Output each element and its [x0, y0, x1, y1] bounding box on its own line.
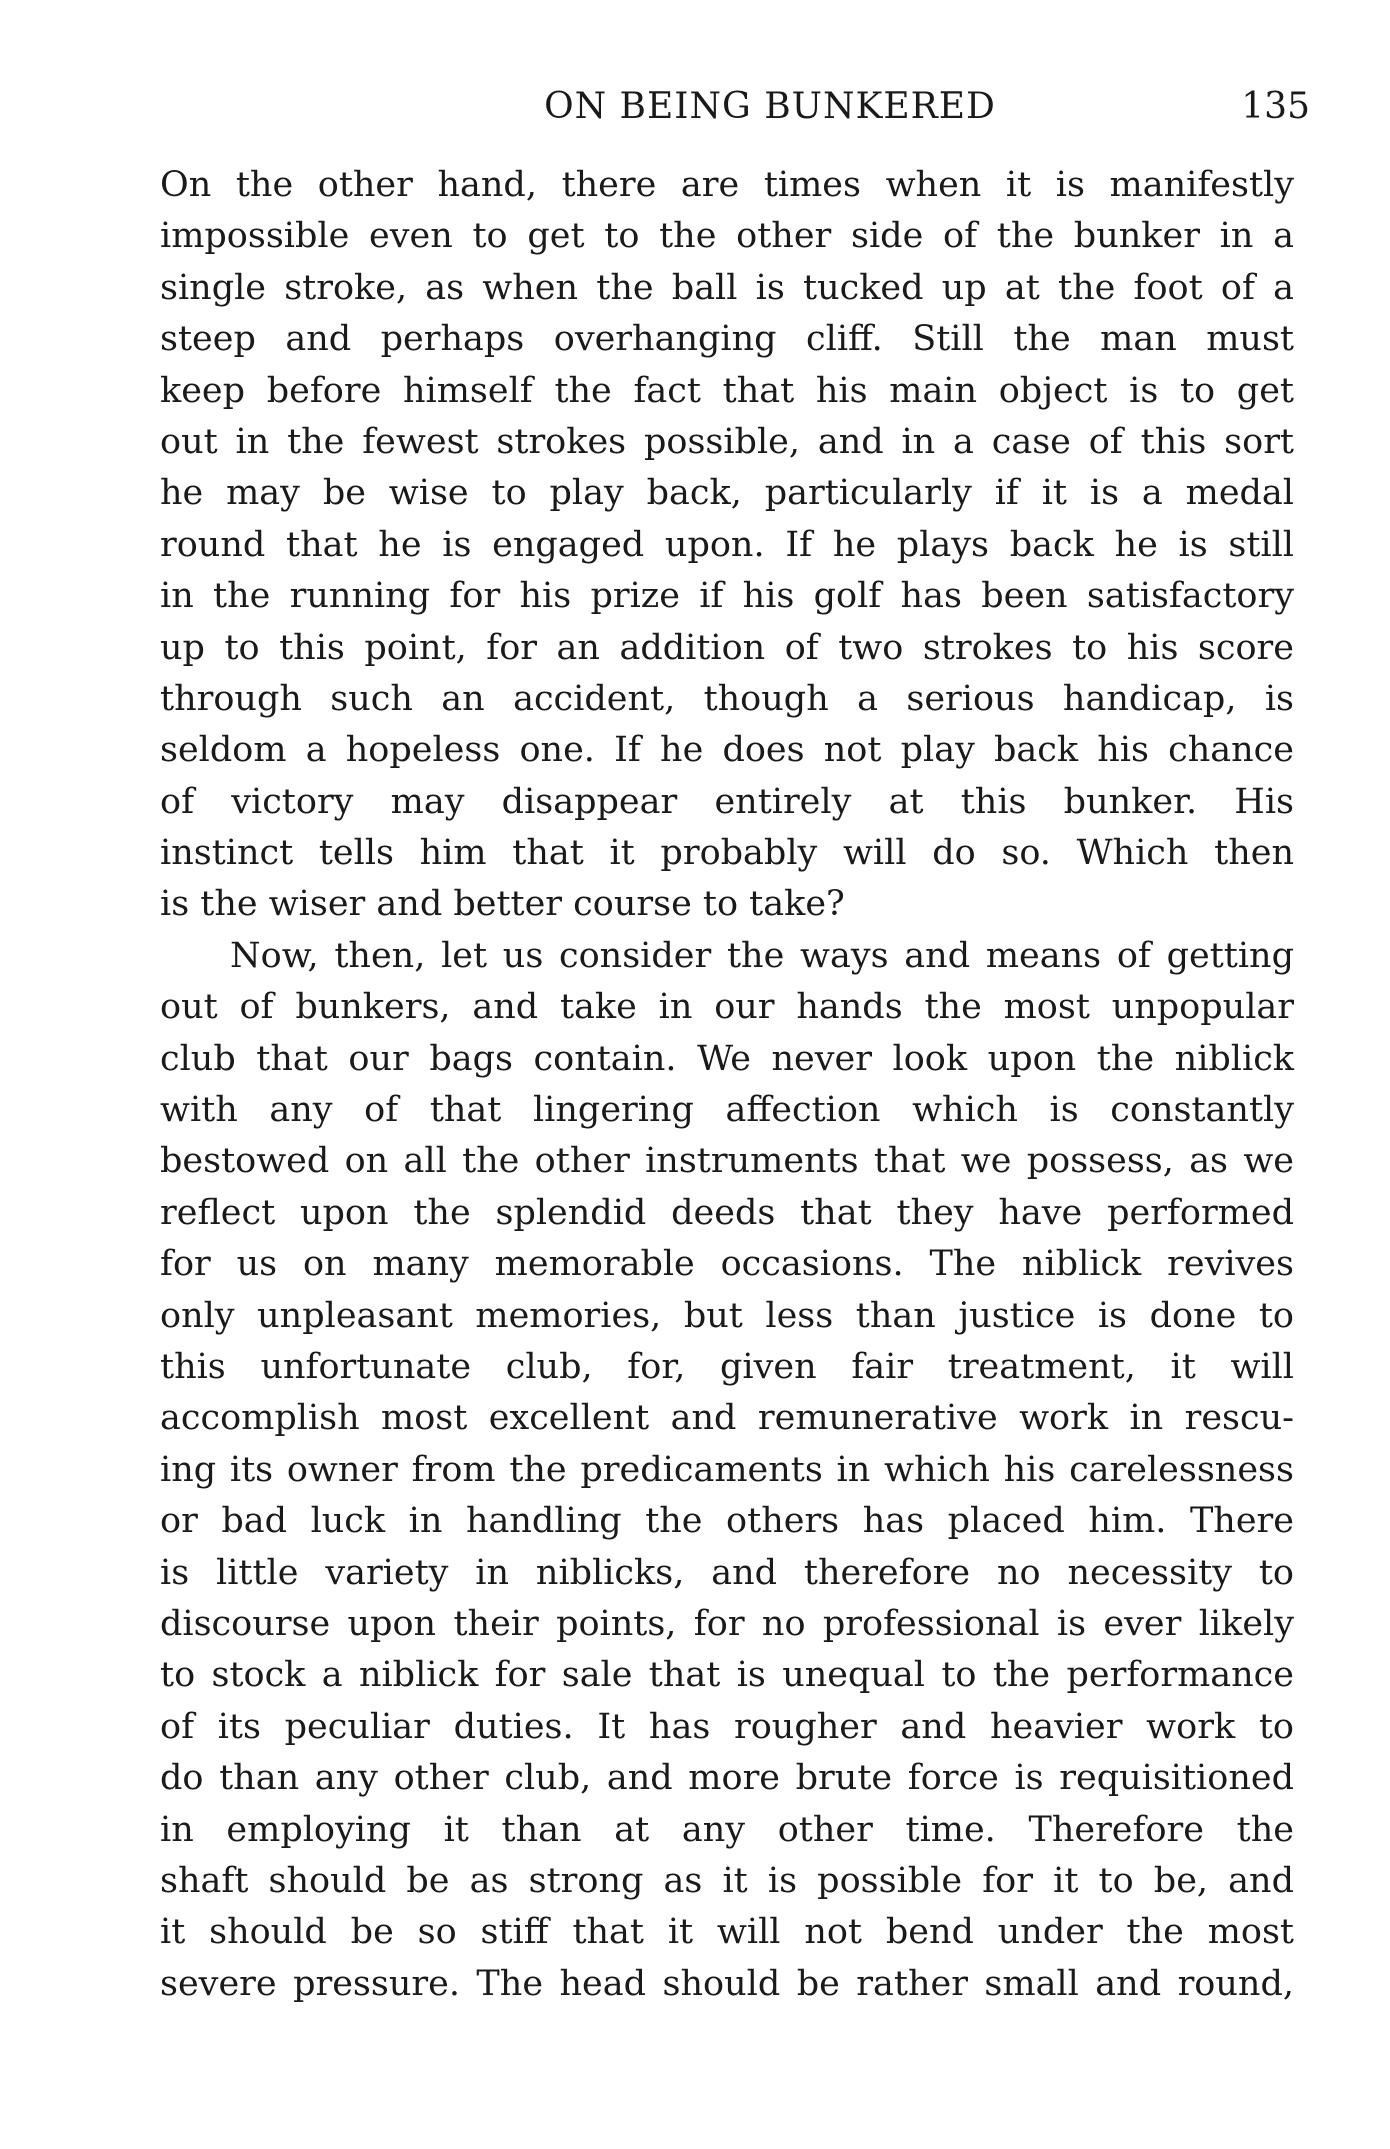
text-line: ing its owner from the predicaments in which his carelessness — [160, 1449, 1294, 1490]
text-line: club that our bags contain. We never look upon the niblick — [160, 1038, 1294, 1079]
text-line: it should be so stiff that it will not bend under the most — [160, 1912, 1294, 1953]
text-line: he may be wise to play back, particularly if it is a medal — [160, 473, 1294, 514]
text-line: in the running for his prize if his golf has been satisfactory — [160, 576, 1294, 617]
text-line: is the wiser and better course to take? — [160, 884, 845, 925]
text-line: to stock a niblick for sale that is unequal to the performance — [160, 1655, 1294, 1696]
text-line: only unpleasant memories, but less than justice is done to — [160, 1295, 1294, 1336]
paragraph-start-line: Now, then, let us consider the ways and means of getting — [230, 935, 1294, 976]
text-line: out of bunkers, and take in our hands the most unpopular — [160, 987, 1294, 1028]
text-line: out in the fewest strokes possible, and in a case of this sort — [160, 421, 1294, 462]
text-line: steep and perhaps overhanging cliff. Still the man must — [160, 319, 1294, 360]
text-line: in employing it than at any other time. Therefore the — [160, 1809, 1294, 1850]
text-line: of victory may disappear entirely at this bunker. His — [160, 781, 1294, 822]
text-line: do than any other club, and more brute force is requisitioned — [160, 1758, 1294, 1799]
text-line: severe pressure. The head should be rather small and round, — [160, 1963, 1294, 2004]
text-line: shaft should be as strong as it is possible for it to be, and — [160, 1860, 1294, 1901]
text-line: impossible even to get to the other side of the bunker in a — [160, 216, 1294, 257]
page-title: ON BEING BUNKERED — [544, 86, 996, 127]
body-text — [160, 160, 1294, 2010]
text-line: On the other hand, there are times when it is manifestly — [160, 165, 1294, 205]
text-line: or bad luck in handling the others has placed him. There — [160, 1501, 1294, 1542]
text-line: for us on many memorable occasions. The niblick revives — [160, 1244, 1294, 1285]
text-line: instinct tells him that it probably will do so. Which then — [160, 833, 1294, 874]
text-line: discourse upon their points, for no professional is ever likely — [160, 1603, 1294, 1644]
text-line: up to this point, for an addition of two strokes to his score — [160, 627, 1294, 668]
text-line: single stroke, as when the ball is tucked up at the foot of a — [160, 267, 1294, 308]
text-line: keep before himself the fact that his main object is to get — [160, 370, 1294, 411]
text-line: accomplish most excellent and remunerative work in rescu- — [160, 1398, 1294, 1439]
text-line: seldom a hopeless one. If he does not play back his chance — [160, 730, 1294, 771]
text-line: with any of that lingering affection which is constantly — [160, 1090, 1294, 1131]
text-line: is little variety in niblicks, and therefore no necessity to — [160, 1552, 1294, 1593]
running-head — [160, 82, 1310, 132]
text-line: of its peculiar duties. It has rougher and heavier work to — [160, 1706, 1294, 1747]
text-line: this unfortunate club, for, given fair treatment, it will — [160, 1346, 1294, 1387]
text-line: reflect upon the splendid deeds that they have performed — [160, 1192, 1294, 1233]
page-number: 135 — [1241, 86, 1310, 127]
text-line: round that he is engaged upon. If he plays back he is still — [160, 524, 1294, 565]
text-line: through such an accident, though a serious handicap, is — [160, 678, 1294, 719]
text-line: bestowed on all the other instruments that we possess, as we — [160, 1141, 1294, 1182]
